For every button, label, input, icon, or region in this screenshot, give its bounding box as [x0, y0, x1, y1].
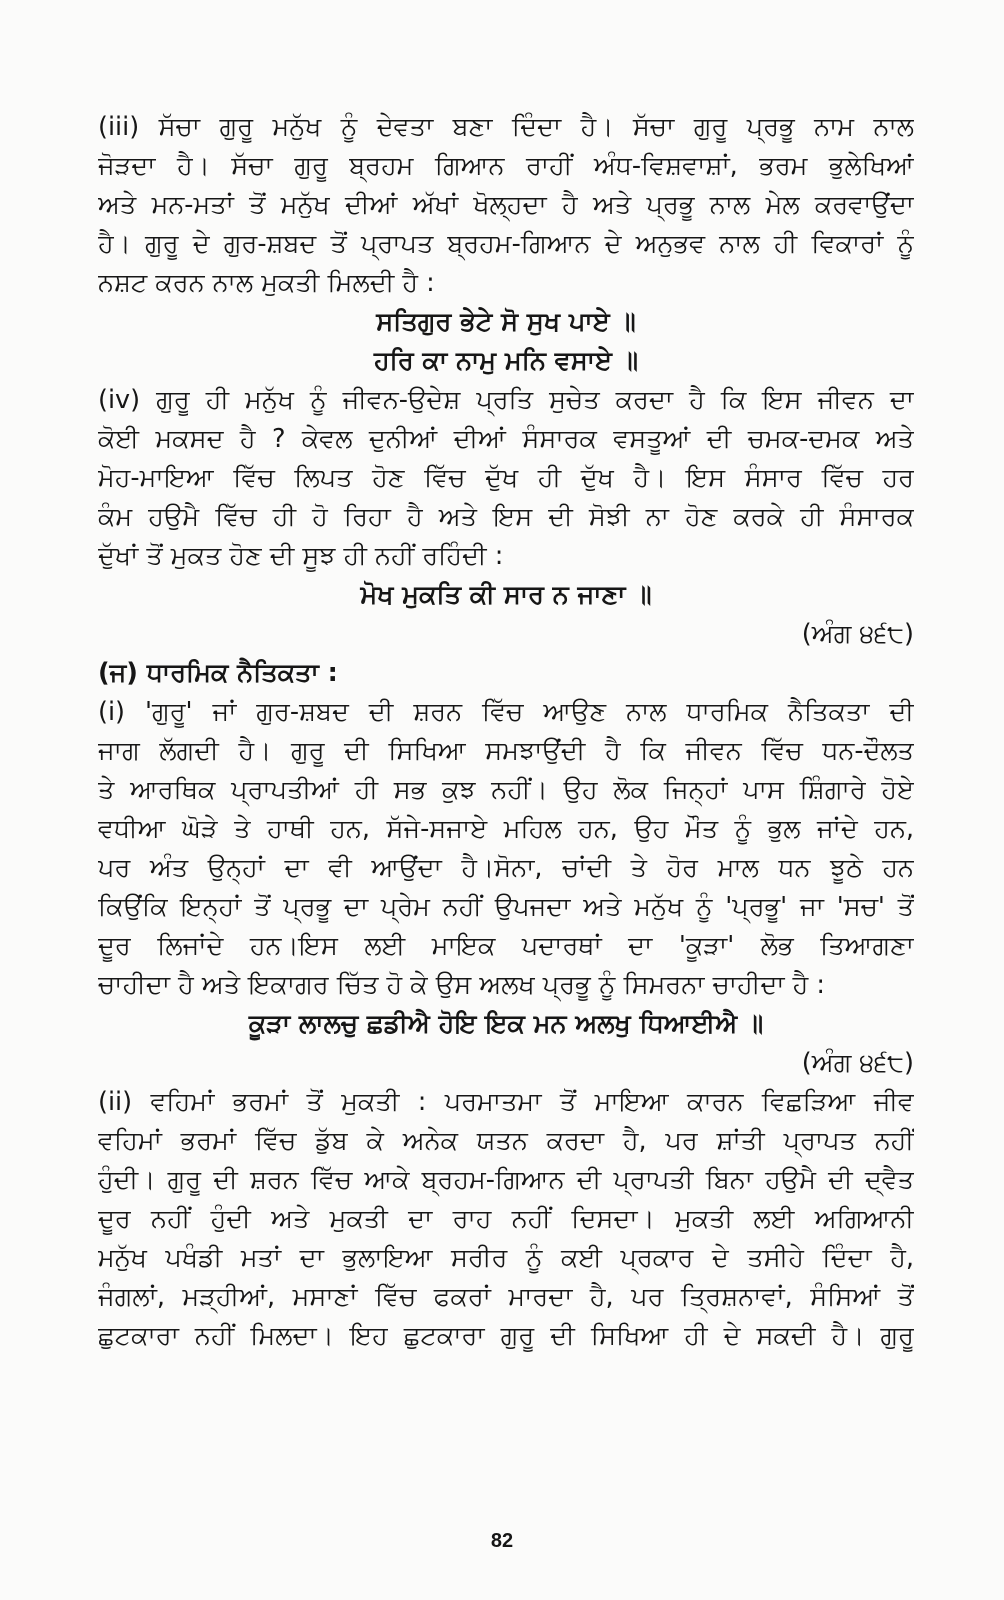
text-line: (iii) ਸੱਚਾ ਗੁਰੂ ਮਨੁੱਖ ਨੂੰ ਦੇਵਤਾ ਬਣਾ ਦਿੰਦਾ ਹੈ। ਸੱਚਾ ਗੁਰੂ ਪ੍ਰਭੂ ਨਾਮ ਨਾਲ: [98, 112, 914, 142]
text-line: ਜਾਗ ਲੱਗਦੀ ਹੈ। ਗੁਰੂ ਦੀ ਸਿਖਿਆ ਸਮਝਾਉਂਦੀ ਹੈ ਕਿ ਜੀਵਨ ਵਿੱਚ ਧਨ-ਦੌਲਤ: [98, 736, 914, 766]
text-line: ਜੋੜਦਾ ਹੈ। ਸੱਚਾ ਗੁਰੂ ਬ੍ਰਹਮ ਗਿਆਨ ਰਾਹੀਂ ਅੰਧ-ਵਿਸ਼ਵਾਸ਼ਾਂ, ਭਰਮ ਭੁਲੇਖਿਆਂ: [98, 151, 914, 181]
text-line: ਚਾਹੀਦਾ ਹੈ ਅਤੇ ਇਕਾਗਰ ਚਿੱਤ ਹੋ ਕੇ ਉਸ ਅਲਖ ਪ੍ਰਭੂ ਨੂੰ ਸਿਮਰਨਾ ਚਾਹੀਦਾ ਹੈ :: [98, 970, 826, 1000]
scripture-quote: ਹਰਿ ਕਾ ਨਾਮੁ ਮਨਿ ਵਸਾਏ ॥: [373, 346, 639, 376]
text-line: ਵਹਿਮਾਂ ਭਰਮਾਂ ਵਿੱਚ ਡੁੱਬ ਕੇ ਅਨੇਕ ਯਤਨ ਕਰਦਾ ਹੈ, ਪਰ ਸ਼ਾਂਤੀ ਪ੍ਰਾਪਤ ਨਹੀਂ: [98, 1126, 914, 1156]
citation: (ਅੰਗ ੪੬੮): [801, 619, 914, 649]
text-line: ਕੰਮ ਹਉਮੈ ਵਿੱਚ ਹੀ ਹੋ ਰਿਹਾ ਹੈ ਅਤੇ ਇਸ ਦੀ ਸੋਝੀ ਨਾ ਹੋਣ ਕਰਕੇ ਹੀ ਸੰਸਾਰਕ: [98, 502, 914, 532]
text-line: ਹੈ। ਗੁਰੂ ਦੇ ਗੁਰ-ਸ਼ਬਦ ਤੋਂ ਪ੍ਰਾਪਤ ਬ੍ਰਹਮ-ਗਿਆਨ ਦੇ ਅਨੁਭਵ ਨਾਲ ਹੀ ਵਿਕਾਰਾਂ ਨੂੰ: [98, 229, 914, 259]
text-line: ਦੁੱਖਾਂ ਤੋਂ ਮੁਕਤ ਹੋਣ ਦੀ ਸੂਝ ਹੀ ਨਹੀਂ ਰਹਿੰਦੀ :: [98, 541, 504, 571]
text-line: ਕਿਉਂਕਿ ਇਨ੍ਹਾਂ ਤੋਂ ਪ੍ਰਭੂ ਦਾ ਪ੍ਰੇਮ ਨਹੀਂ ਉਪਜਦਾ ਅਤੇ ਮਨੁੱਖ ਨੂੰ 'ਪ੍ਰਭੂ' ਜਾ 'ਸਚ' ਤੋਂ: [98, 892, 914, 922]
section-heading: (ਜ) ਧਾਰਮਿਕ ਨੈਤਿਕਤਾ :: [98, 658, 338, 688]
text-line: ਦੂਰ ਲਿਜਾਂਦੇ ਹਨ।ਇਸ ਲਈ ਮਾਇਕ ਪਦਾਰਥਾਂ ਦਾ 'ਕੂੜਾ' ਲੋਭ ਤਿਆਗਣਾ: [98, 931, 914, 961]
text-line: (iv) ਗੁਰੂ ਹੀ ਮਨੁੱਖ ਨੂੰ ਜੀਵਨ-ਉਦੇਸ਼ ਪ੍ਰਤਿ ਸੁਚੇਤ ਕਰਦਾ ਹੈ ਕਿ ਇਸ ਜੀਵਨ ਦਾ: [98, 385, 914, 415]
text-line: (i) 'ਗੁਰੂ' ਜਾਂ ਗੁਰ-ਸ਼ਬਦ ਦੀ ਸ਼ਰਨ ਵਿੱਚ ਆਉਣ ਨਾਲ ਧਾਰਮਿਕ ਨੈਤਿਕਤਾ ਦੀ: [98, 697, 914, 727]
text-line: ਛੁਟਕਾਰਾ ਨਹੀਂ ਮਿਲਦਾ। ਇਹ ਛੁਟਕਾਰਾ ਗੁਰੂ ਦੀ ਸਿਖਿਆ ਹੀ ਦੇ ਸਕਦੀ ਹੈ। ਗੁਰੂ: [98, 1321, 914, 1351]
text-line: ਜੰਗਲਾਂ, ਮੜ੍ਹੀਆਂ, ਮਸਾਣਾਂ ਵਿੱਚ ਫਕਰਾਂ ਮਾਰਦਾ ਹੈ, ਪਰ ਤ੍ਰਿਸ਼ਨਾਵਾਂ, ਸੰਸਿਆਂ ਤੋਂ: [98, 1282, 914, 1312]
text-line: ਵਧੀਆ ਘੋੜੇ ਤੇ ਹਾਥੀ ਹਨ, ਸੱਜੇ-ਸਜਾਏ ਮਹਿਲ ਹਨ, ਉਹ ਮੌਤ ਨੂੰ ਭੁਲ ਜਾਂਦੇ ਹਨ,: [98, 814, 914, 844]
text-line: ਹੁੰਦੀ। ਗੁਰੂ ਦੀ ਸ਼ਰਨ ਵਿੱਚ ਆਕੇ ਬ੍ਰਹਮ-ਗਿਆਨ ਦੀ ਪ੍ਰਾਪਤੀ ਬਿਨਾ ਹਉਮੈ ਦੀ ਦ੍ਵੈਤ: [98, 1165, 914, 1195]
scripture-quote: ਮੋਖ ਮੁਕਤਿ ਕੀ ਸਾਰ ਨ ਜਾਣਾ ॥: [360, 580, 652, 610]
text-block: [98, 108, 914, 1356]
text-line: ਅਤੇ ਮਨ-ਮਤਾਂ ਤੋਂ ਮਨੁੱਖ ਦੀਆਂ ਅੱਖਾਂ ਖੋਲ੍ਹਦਾ ਹੈ ਅਤੇ ਪ੍ਰਭੂ ਨਾਲ ਮੇਲ ਕਰਵਾਉਂਦਾ: [98, 190, 914, 220]
text-line: ਮੋਹ-ਮਾਇਆ ਵਿੱਚ ਲਿਪਤ ਹੋਣ ਵਿੱਚ ਦੁੱਖ ਹੀ ਦੁੱਖ ਹੈ। ਇਸ ਸੰਸਾਰ ਵਿੱਚ ਹਰ: [98, 463, 914, 493]
text-line: (ii) ਵਹਿਮਾਂ ਭਰਮਾਂ ਤੋਂ ਮੁਕਤੀ : ਪਰਮਾਤਮਾ ਤੋਂ ਮਾਇਆ ਕਾਰਨ ਵਿਛੜਿਆ ਜੀਵ: [98, 1087, 914, 1117]
citation: (ਅੰਗ ੪੬੮): [801, 1048, 914, 1078]
scripture-quote: ਸਤਿਗੁਰ ਭੇਟੇ ਸੋ ਸੁਖ ਪਾਏ ॥: [376, 307, 636, 337]
text-line: ਨਸ਼ਟ ਕਰਨ ਨਾਲ ਮੁਕਤੀ ਮਿਲਦੀ ਹੈ :: [98, 268, 435, 298]
page-number: 82: [490, 1530, 514, 1552]
text-line: ਤੇ ਆਰਥਿਕ ਪ੍ਰਾਪਤੀਆਂ ਹੀ ਸਭ ਕੁਝ ਨਹੀਂ। ਉਹ ਲੋਕ ਜਿਨ੍ਹਾਂ ਪਾਸ ਸ਼ਿੰਗਾਰੇ ਹੋਏ: [98, 775, 914, 805]
text-line: ਦੂਰ ਨਹੀਂ ਹੁੰਦੀ ਅਤੇ ਮੁਕਤੀ ਦਾ ਰਾਹ ਨਹੀਂ ਦਿਸਦਾ। ਮੁਕਤੀ ਲਈ ਅਗਿਆਨੀ: [98, 1204, 914, 1234]
text-line: ਪਰ ਅੰਤ ਉਨ੍ਹਾਂ ਦਾ ਵੀ ਆਉਂਦਾ ਹੈ।ਸੋਨਾ, ਚਾਂਦੀ ਤੇ ਹੋਰ ਮਾਲ ਧਨ ਝੂਠੇ ਹਨ: [98, 853, 914, 883]
scripture-quote: ਕੂੜਾ ਲਾਲਚੁ ਛਡੀਐ ਹੋਇ ਇਕ ਮਨ ਅਲਖੁ ਧਿਆਈਐ ॥: [248, 1009, 764, 1039]
text-line: ਕੋਈ ਮਕਸਦ ਹੈ ? ਕੇਵਲ ਦੁਨੀਆਂ ਦੀਆਂ ਸੰਸਾਰਕ ਵਸਤੂਆਂ ਦੀ ਚਮਕ-ਦਮਕ ਅਤੇ: [98, 424, 914, 454]
text-line: ਮਨੁੱਖ ਪਖੰਡੀ ਮਤਾਂ ਦਾ ਭੁਲਾਇਆ ਸਰੀਰ ਨੂੰ ਕਈ ਪ੍ਰਕਾਰ ਦੇ ਤਸੀਹੇ ਦਿੰਦਾ ਹੈ,: [98, 1243, 914, 1273]
